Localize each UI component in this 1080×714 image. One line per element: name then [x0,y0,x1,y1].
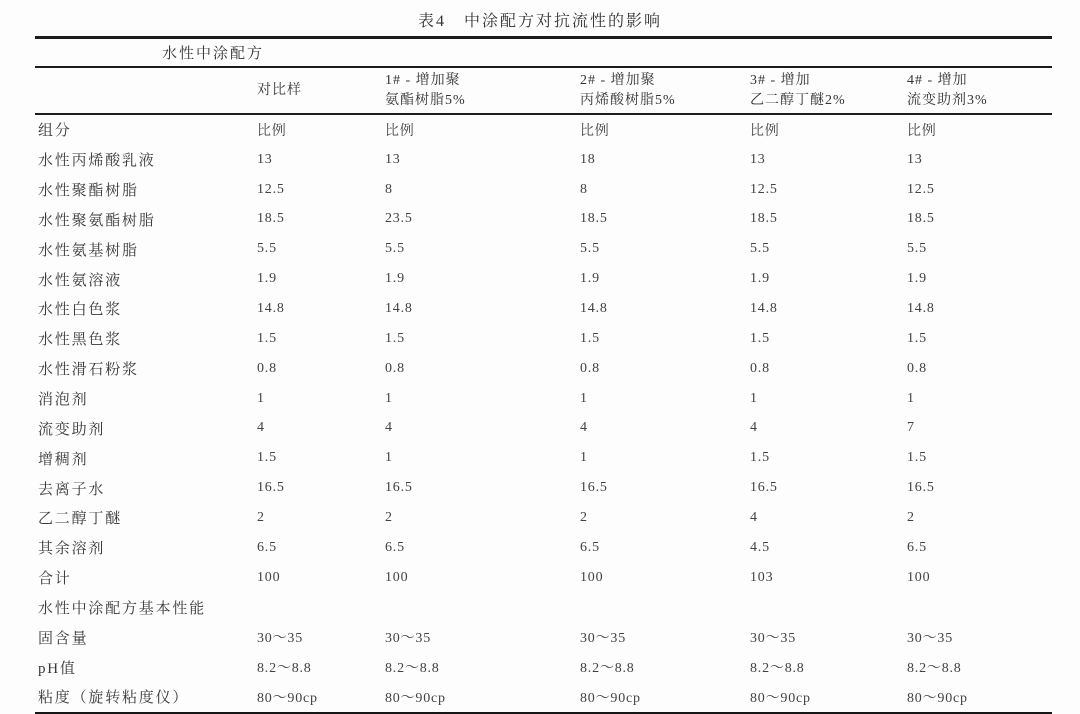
cell-value: 1 [385,390,393,406]
cell-value: 1 [580,450,588,466]
table-row [35,652,1052,682]
cell-value: 8.2～8.8 [385,661,440,677]
cell-value: 14.8 [580,300,608,316]
cell-value: 2 [907,509,915,525]
row-label: 水性聚氨酯树脂 [38,212,156,229]
cell-value: 1.9 [907,271,927,287]
cell-value: 1.9 [257,271,277,287]
row-label: 水性丙烯酸乳液 [38,153,156,170]
table-row [35,264,1052,294]
column-header-line: 丙烯酸树脂5% [580,92,676,108]
row-label: 粘度（旋转粘度仪） [38,690,190,707]
table-row [35,175,1052,205]
table-row [35,234,1052,264]
cell-value: 5.5 [580,241,600,257]
cell-value: 0.8 [385,360,405,376]
cell-value: 13 [257,151,273,167]
table-row [35,145,1052,175]
cell-value: 80～90cp [385,690,446,706]
cell-value: 7 [907,420,915,436]
table-row [35,533,1052,563]
row-label: 水性聚酯树脂 [38,183,139,200]
cell-value: 1.9 [580,271,600,287]
column-header-4 [907,67,1052,114]
column-header-line: 对比样 [257,82,302,98]
cell-value: 1 [580,390,588,406]
column-header-line: 乙二醇丁醚2% [750,92,846,108]
row-label: 组分 [38,123,72,140]
cell-value: 比例 [750,123,780,139]
cell-value: 1.5 [257,450,277,466]
cell-value: 30～35 [907,631,953,647]
cell-value: 1.5 [257,330,277,346]
formula-table [35,36,1052,714]
cell-value: 100 [257,569,281,585]
cell-value: 80～90cp [580,690,641,706]
cell-value: 30～35 [750,631,796,647]
row-label: 水性氨溶液 [38,272,123,289]
cell-value: 1 [385,450,393,466]
header-spacer [35,67,257,114]
table-row [35,593,1052,623]
cell-value: 30～35 [385,631,431,647]
cell-value: 1.9 [385,271,405,287]
row-label: 增稠剂 [38,451,89,468]
cell-value: 16.5 [750,480,778,496]
cell-value: 2 [580,509,588,525]
cell-value: 6.5 [580,539,600,555]
table-body [35,114,1052,714]
cell-value [257,593,385,623]
cell-value: 16.5 [907,480,935,496]
table-row [35,443,1052,473]
cell-value: 80～90cp [257,690,318,706]
cell-value: 12.5 [907,181,935,197]
cell-value [750,593,907,623]
column-header-2 [580,67,750,114]
row-label: 消泡剂 [38,392,89,409]
row-label: 合计 [38,571,72,588]
cell-value: 18.5 [257,211,285,227]
cell-value: 13 [907,151,923,167]
column-header-line: 2# - 增加聚 [580,72,656,88]
table-group-header-row [35,38,1052,68]
cell-value: 5.5 [257,241,277,257]
cell-value: 14.8 [257,300,285,316]
row-label: 水性中涂配方基本性能 [38,600,207,617]
cell-value: 比例 [257,123,287,139]
cell-value: 30～35 [257,631,303,647]
cell-value: 100 [580,569,604,585]
cell-value: 23.5 [385,211,413,227]
cell-value: 6.5 [385,539,405,555]
cell-value: 18.5 [580,211,608,227]
table-column-header-row [35,67,1052,114]
table-group-header: 水性中涂配方 [35,38,1052,68]
cell-value: 4 [750,420,758,436]
row-label: 流变助剂 [38,421,106,438]
column-header-line: 氨酯树脂5% [385,92,466,108]
table-row [35,354,1052,384]
table-row [35,682,1052,714]
cell-value: 1.5 [750,450,770,466]
cell-value: 16.5 [257,480,285,496]
cell-value: 4.5 [750,539,770,555]
cell-value: 比例 [580,123,610,139]
cell-value: 8.2～8.8 [257,661,312,677]
cell-value: 2 [257,509,265,525]
column-header-3 [750,67,907,114]
cell-value: 1 [750,390,758,406]
cell-value: 14.8 [750,300,778,316]
cell-value: 1.9 [750,271,770,287]
cell-value: 14.8 [385,300,413,316]
cell-value: 12.5 [750,181,778,197]
cell-value: 1.5 [385,330,405,346]
cell-value [580,593,750,623]
table-row [35,384,1052,414]
cell-value: 4 [257,420,265,436]
cell-value: 18 [580,151,596,167]
cell-value: 8.2～8.8 [907,661,962,677]
cell-value: 比例 [385,123,415,139]
cell-value: 0.8 [257,360,277,376]
cell-value: 8.2～8.8 [750,661,805,677]
table-row [35,324,1052,354]
cell-value: 80～90cp [907,690,968,706]
cell-value: 100 [907,569,931,585]
row-label: 水性氨基树脂 [38,242,139,259]
cell-value: 8.2～8.8 [580,661,635,677]
cell-value: 30～35 [580,631,626,647]
table-row [35,622,1052,652]
row-label: 水性滑石粉浆 [38,362,139,379]
cell-value: 100 [385,569,409,585]
row-label: 水性白色浆 [38,302,123,319]
cell-value: 5.5 [385,241,405,257]
cell-value: 18.5 [907,211,935,227]
cell-value: 18.5 [750,211,778,227]
column-header-line: 流变助剂3% [907,92,988,108]
cell-value: 1.5 [907,330,927,346]
table-row [35,473,1052,503]
cell-value: 1.5 [580,330,600,346]
cell-value: 8 [385,181,393,197]
row-label: 其余溶剂 [38,541,106,558]
cell-value: 比例 [907,123,937,139]
column-header-line: 3# - 增加 [750,72,811,88]
cell-value: 1.5 [907,450,927,466]
table-row [35,114,1052,145]
cell-value: 16.5 [580,480,608,496]
cell-value: 5.5 [907,241,927,257]
column-header-line: 1# - 增加聚 [385,72,461,88]
table-row [35,413,1052,443]
cell-value: 12.5 [257,181,285,197]
cell-value: 4 [385,420,393,436]
cell-value: 0.8 [580,360,600,376]
table-caption: 表4 中涂配方对抗流性的影响 [417,13,662,30]
row-label: 乙二醇丁醚 [38,511,123,528]
row-label: 去离子水 [38,481,106,498]
cell-value: 4 [580,420,588,436]
cell-value: 8 [580,181,588,197]
table-row [35,294,1052,324]
cell-value: 6.5 [907,539,927,555]
cell-value: 14.8 [907,300,935,316]
row-label: pH值 [38,660,77,677]
row-label: 固含量 [38,630,89,647]
table-row [35,205,1052,235]
cell-value: 13 [385,151,401,167]
cell-value [907,593,1052,623]
row-label: 水性黑色浆 [38,332,123,349]
table-row [35,503,1052,533]
cell-value [385,593,580,623]
column-header-control [257,67,385,114]
column-header-1 [385,67,580,114]
cell-value: 1 [257,390,265,406]
cell-value: 6.5 [257,539,277,555]
cell-value: 5.5 [750,241,770,257]
cell-value: 2 [385,509,393,525]
column-header-line: 4# - 增加 [907,72,968,88]
cell-value: 1 [907,390,915,406]
cell-value: 0.8 [907,360,927,376]
cell-value: 16.5 [385,480,413,496]
cell-value: 13 [750,151,766,167]
cell-value: 1.5 [750,330,770,346]
cell-value: 0.8 [750,360,770,376]
cell-value: 103 [750,569,774,585]
cell-value: 80～90cp [750,690,811,706]
cell-value: 4 [750,509,758,525]
table-row [35,563,1052,593]
